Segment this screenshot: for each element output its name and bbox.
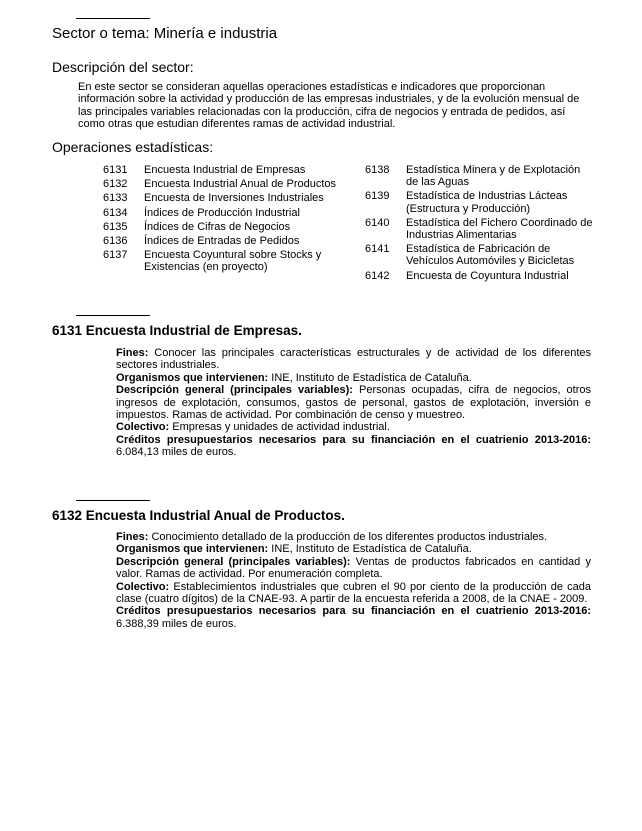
operation-code: 6133 [103,192,128,205]
fines-text: Conocer las principales características estructurales y de actividad de los diferentes sectores industriales. [116,347,591,372]
operation-code: 6131 [103,164,128,176]
operation-item [103,192,338,204]
operation-item [103,164,338,176]
descripcion-label: Descripción general (principales variables): [116,555,351,568]
operations-left-column [103,164,338,276]
organismos-label: Organismos que intervienen: [116,371,269,384]
operaciones-heading: Operaciones estadísticas: [52,139,214,155]
operation-name: Índices de Entradas de Pedidos [144,235,300,248]
fines-row [116,531,591,543]
operation-code: 6142 [365,269,390,282]
section-divider [76,500,150,501]
operation-name: Encuesta de Coyuntura Industrial [406,269,569,282]
section-6132-body [116,531,591,630]
fines-label: Fines: [116,347,149,359]
operation-name: Estadística de Industrias Lácteas (Estructura y Producción) [406,190,568,215]
operation-code: 6132 [103,178,128,191]
creditos-label: Créditos presupuestarios necesarios para su financiación en el cuatrienio 2013-2016: [116,433,591,446]
creditos-row [116,605,591,630]
section-divider [76,315,150,316]
operation-item [365,190,595,214]
creditos-row [116,434,591,459]
operation-code: 6137 [103,249,128,262]
operation-item [365,217,595,241]
operation-item [365,243,595,267]
operation-name: Encuesta Industrial Anual de Productos [144,178,337,191]
operation-code: 6134 [103,206,128,219]
operation-item [103,207,338,219]
descripcion-general-text: Ventas de productos fabricados en cantidad y valor. Ramas de actividad. Por enumeración completa. [116,555,591,581]
descripcion-general-text: Personas ocupadas, cifra de negocios, otros ingresos de explotación, consumos, gastos de personal, gastos de explotación, inversión e impuestos. Ramas de actividad. Por combinación de censo y muestreo. [116,384,592,422]
operation-name: Estadística de Fabricación de Vehículos Automóviles y Bicicletas [406,243,575,268]
operation-item [365,164,595,188]
creditos-label: Créditos presupuestarios necesarios para su financiación en el cuatrienio 2013-2016: [116,605,591,618]
colectivo-label: Colectivo: [116,580,170,593]
section-6131-body [116,347,591,459]
descripcion-heading: Descripción del sector: [52,59,194,75]
top-divider [76,18,150,19]
organismos-text: INE, Instituto de Estadística de Cataluña. [271,543,472,556]
operation-name: Encuesta Industrial de Empresas [144,164,306,176]
sector-heading: Sector o tema: Minería e industria [52,25,278,42]
section-6131-title: 6131 Encuesta Industrial de Empresas. [52,323,302,338]
operation-code: 6139 [365,190,390,203]
organismos-text: INE, Instituto de Estadística de Cataluña. [271,371,472,384]
operation-name: Estadística del Fichero Coordinado de Industrias Alimentarias [406,216,593,242]
operation-code: 6141 [365,243,390,256]
organismos-row [116,372,591,384]
descripcion-row [116,384,591,421]
organismos-label: Organismos que intervienen: [116,543,269,556]
colectivo-text: Establecimientos industriales que cubren el 90 por ciento de la producción de cada clase (cuatro dígitos) de la CNAE-93. A partir de la encuesta referida a 2008, de la CNAE - 2009. [116,580,591,606]
organismos-row [116,543,591,555]
fines-row [116,347,591,372]
colectivo-text: Empresas y unidades de actividad industrial. [172,421,390,434]
operation-code: 6136 [103,235,128,248]
operation-name: Encuesta de Inversiones Industriales [144,192,324,205]
operation-item [103,221,338,233]
operation-item [103,249,338,273]
operation-name: Índices de Cifras de Negocios [144,220,291,233]
operation-item [365,270,595,282]
creditos-text: 6.084,13 miles de euros. [116,446,237,459]
colectivo-row [116,421,591,433]
operation-item [103,235,338,247]
section-6132-title: 6132 Encuesta Industrial Anual de Productos. [52,508,345,523]
operation-name: Índices de Producción Industrial [144,206,300,219]
creditos-text: 6.388,39 miles de euros. [116,617,237,630]
colectivo-label: Colectivo: [116,421,170,434]
operation-name: Estadística Minera y de Explotación de las Aguas [406,164,581,189]
fines-label: Fines: [116,531,149,543]
descripcion-text: En este sector se consideran aquellas operaciones estadísticas e indicadores que proporcionan información sobre la actividad y producción de las empresas industriales, y de la evolución mensual de las principales variables relacionadas con la producción, cifra de negocios y entrada de pedidos, así como otras que estudian diferentes ramas de actividad industrial. [78,81,580,130]
operation-code: 6135 [103,220,128,233]
operation-name: Encuesta Coyuntural sobre Stocks y Existencias (en proyecto) [144,249,322,274]
operation-code: 6140 [365,216,390,229]
operation-item [103,178,338,190]
fines-text: Conocimiento detallado de la producción de los diferentes productos industriales. [151,531,548,543]
colectivo-row [116,581,591,606]
descripcion-row [116,556,591,581]
operation-code: 6138 [365,164,390,176]
operations-right-column [365,164,595,284]
descripcion-label: Descripción general (principales variables): [116,384,353,397]
